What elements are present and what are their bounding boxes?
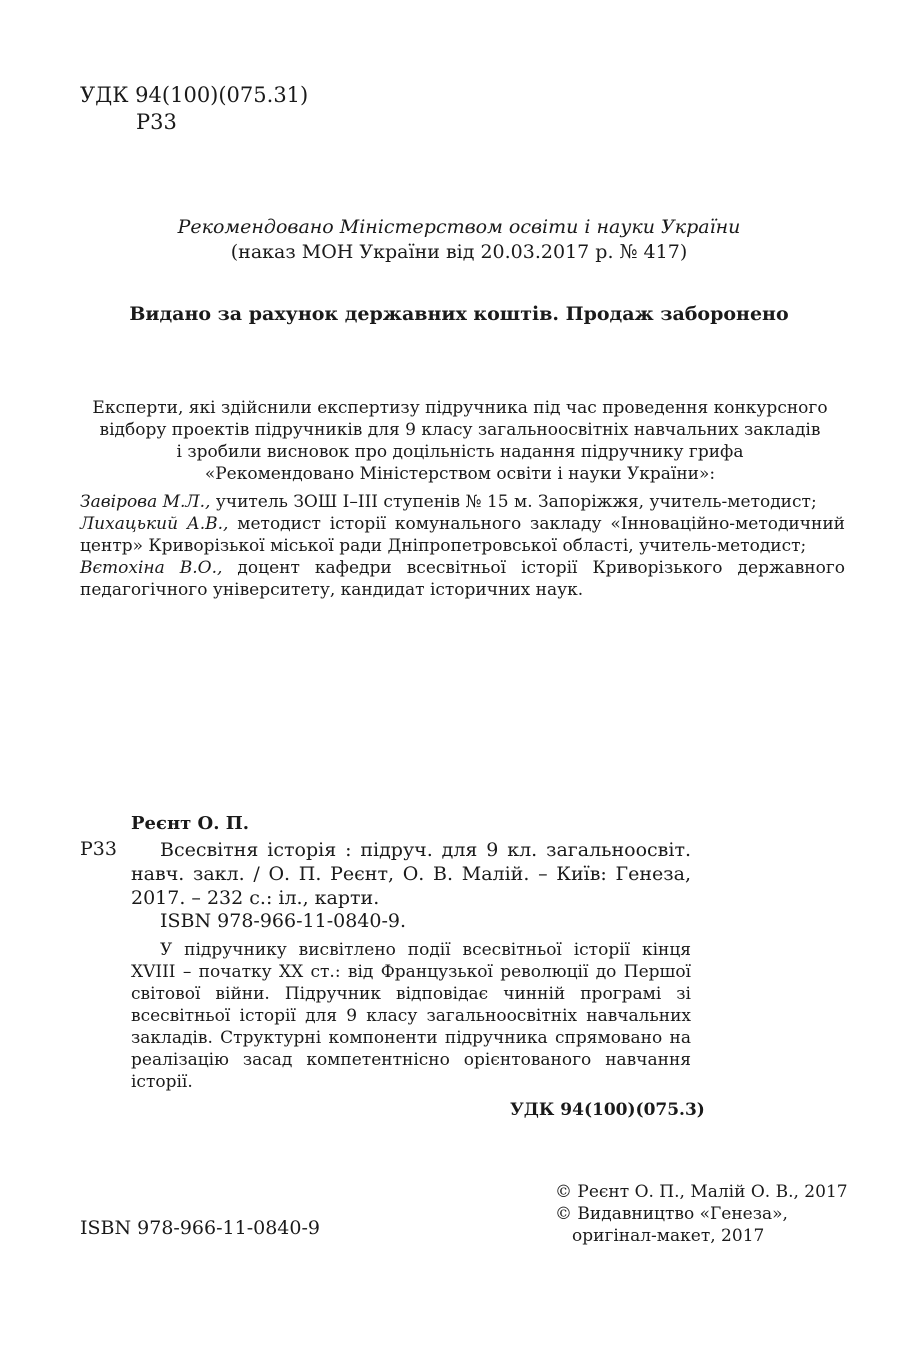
experts-intro-line: і зробили висновок про доцільність надання підручнику грифа [176,442,744,462]
expert-description: методист історії комунального закладу «Інноваційно-методичний центр» Криворізької міської ради Дніпропетровської області, учитель-методист; [80,514,845,556]
udk-footer-code: УДК 94(100)(075.3) [510,1100,705,1120]
experts-intro-line: Експерти, які здійснили експертизу підручника під час проведення конкурсного [92,398,828,418]
expert-description: доцент кафедри всесвітньої історії Криворізького державного педагогічного університету, кандидат історичних наук. [80,558,845,600]
isbn-main: ISBN 978-966-11-0840-9 [80,1217,320,1239]
author-name: Реєнт О. П. [131,813,250,834]
catalog-code-margin: Р33 [80,838,117,860]
catalog-code: Р33 [136,110,177,134]
bibliographic-isbn: ISBN 978-966-11-0840-9. [160,910,407,932]
state-funds-notice: Видано за рахунок державних коштів. Продаж заборонено [129,303,789,325]
copyright-authors: © Реєнт О. П., Малій О. В., 2017 [555,1182,848,1202]
recommendation-line: Рекомендовано Міністерством освіти і науки України [177,216,741,238]
annotation: У підручнику висвітлено події всесвітньої історії кінця XVIII – початку XX ст.: від Французької революції до Першої світової війни. Підручник відповідає чинній програмі зі всесвітньої історії для 9 класу загальноосвітніх навчальних закладів. Структурні компоненти підручника спрямовано на реалізацію засад компетентнісно орієнтованого навчання історії. [131,940,691,1092]
copyright-layout: оригінал-макет, 2017 [572,1226,765,1246]
expert-name: Лихацький А.В., [80,514,229,534]
expert-name: Вєтохіна В.О., [80,558,223,578]
expert-entry [80,491,845,513]
ministry-recommendation [0,215,918,265]
experts-intro-line: «Рекомендовано Міністерством освіти і науки України»: [204,464,716,484]
experts-intro-line: відбору проектів підручників для 9 класу загальноосвітніх навчальних закладів [99,420,821,440]
expert-name: Завірова М.Л., [80,492,211,512]
experts-intro [70,397,850,485]
order-line: (наказ МОН України від 20.03.2017 р. № 417) [230,241,688,263]
copyright-publisher: © Видавництво «Генеза», [555,1204,788,1224]
expert-entry [80,513,845,557]
experts-list [80,491,845,601]
udk-code: УДК 94(100)(075.31) [80,83,309,107]
copyright-block [555,1181,848,1247]
expert-entry [80,557,845,601]
expert-description: учитель ЗОШ І–ІІІ ступенів № 15 м. Запоріжжя, учитель-методист; [210,492,817,512]
bibliographic-description: Всесвітня історія : підруч. для 9 кл. загальноосвіт. навч. закл. / О. П. Реєнт, О. В. Малій. – Київ: Генеза, 2017. – 232 с.: іл., карти. [131,839,691,909]
udk-header [80,82,308,136]
